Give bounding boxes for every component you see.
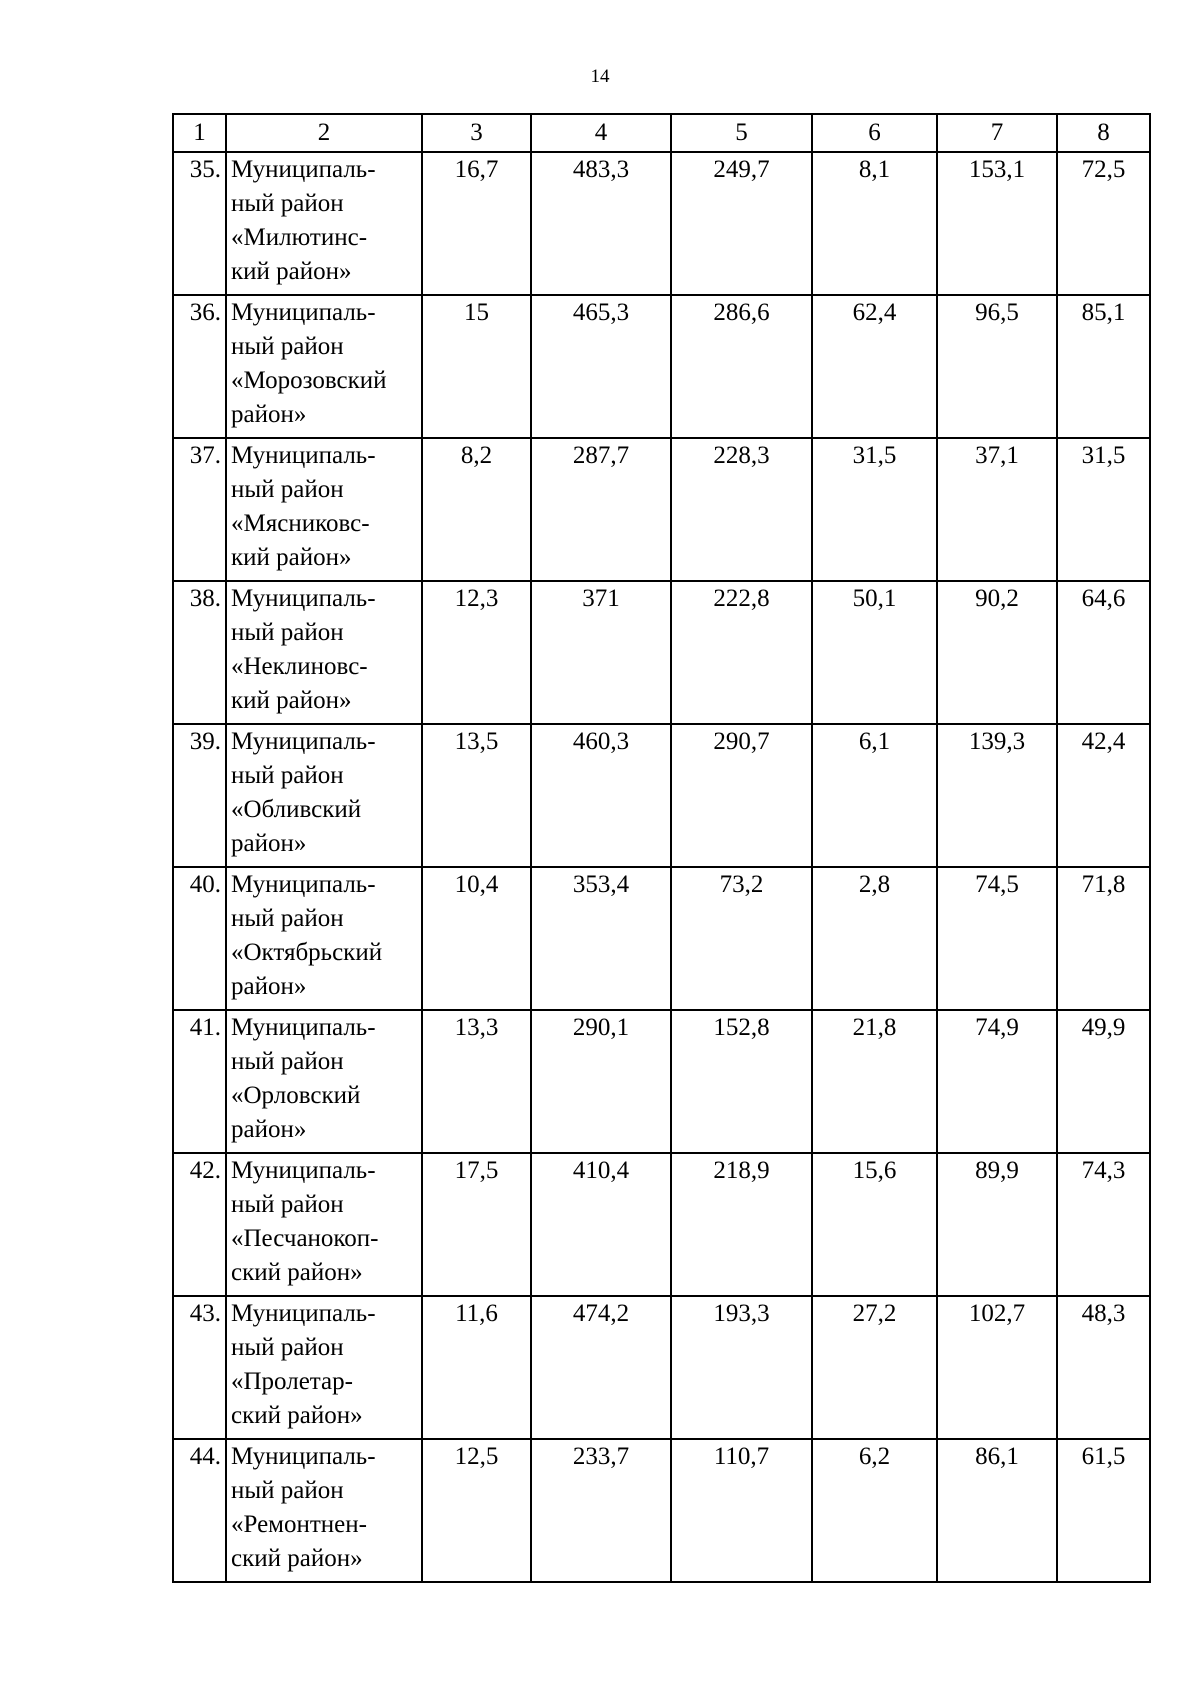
column-header: 2 — [226, 114, 422, 152]
value-cell-col-5: 193,3 — [671, 1296, 812, 1439]
value-cell-col-5: 73,2 — [671, 867, 812, 1010]
district-name: Муниципаль- ный район «Ремонтнен- ский район» — [226, 1439, 422, 1582]
row-number: 43. — [173, 1296, 226, 1439]
row-number: 35. — [173, 152, 226, 295]
value-cell-col-8: 48,3 — [1057, 1296, 1150, 1439]
value-cell-col-5: 286,6 — [671, 295, 812, 438]
data-table — [172, 113, 1151, 1583]
value-cell-col-7: 86,1 — [937, 1439, 1057, 1582]
row-number: 41. — [173, 1010, 226, 1153]
value-cell-col-6: 2,8 — [812, 867, 937, 1010]
value-cell-col-5: 228,3 — [671, 438, 812, 581]
value-cell-col-7: 37,1 — [937, 438, 1057, 581]
value-cell-col-3: 13,5 — [422, 724, 531, 867]
value-cell-col-7: 153,1 — [937, 152, 1057, 295]
table-row — [173, 438, 1150, 581]
value-cell-col-7: 74,9 — [937, 1010, 1057, 1153]
value-cell-col-4: 474,2 — [531, 1296, 671, 1439]
value-cell-col-6: 21,8 — [812, 1010, 937, 1153]
column-header: 8 — [1057, 114, 1150, 152]
value-cell-col-5: 152,8 — [671, 1010, 812, 1153]
value-cell-col-5: 222,8 — [671, 581, 812, 724]
header-row — [173, 114, 1150, 152]
value-cell-col-4: 353,4 — [531, 867, 671, 1010]
table-row — [173, 867, 1150, 1010]
table-row — [173, 1439, 1150, 1582]
value-cell-col-6: 50,1 — [812, 581, 937, 724]
district-name: Муниципаль- ный район «Морозовский район» — [226, 295, 422, 438]
column-header: 4 — [531, 114, 671, 152]
value-cell-col-8: 31,5 — [1057, 438, 1150, 581]
value-cell-col-6: 15,6 — [812, 1153, 937, 1296]
value-cell-col-3: 17,5 — [422, 1153, 531, 1296]
row-number: 42. — [173, 1153, 226, 1296]
district-name: Муниципаль- ный район «Песчанокоп- ский район» — [226, 1153, 422, 1296]
value-cell-col-8: 64,6 — [1057, 581, 1150, 724]
value-cell-col-5: 249,7 — [671, 152, 812, 295]
value-cell-col-6: 6,1 — [812, 724, 937, 867]
value-cell-col-6: 62,4 — [812, 295, 937, 438]
value-cell-col-7: 139,3 — [937, 724, 1057, 867]
column-header: 1 — [173, 114, 226, 152]
row-number: 39. — [173, 724, 226, 867]
column-header: 5 — [671, 114, 812, 152]
value-cell-col-6: 27,2 — [812, 1296, 937, 1439]
table-row — [173, 1153, 1150, 1296]
value-cell-col-4: 371 — [531, 581, 671, 724]
table-header — [173, 114, 1150, 152]
page-number: 14 — [590, 66, 610, 87]
value-cell-col-5: 290,7 — [671, 724, 812, 867]
district-name: Муниципаль- ный район «Милютинс- кий район» — [226, 152, 422, 295]
table-row — [173, 581, 1150, 724]
district-name: Муниципаль- ный район «Пролетар- ский район» — [226, 1296, 422, 1439]
value-cell-col-3: 12,3 — [422, 581, 531, 724]
value-cell-col-3: 16,7 — [422, 152, 531, 295]
table-body — [173, 152, 1150, 1582]
value-cell-col-4: 290,1 — [531, 1010, 671, 1153]
value-cell-col-8: 72,5 — [1057, 152, 1150, 295]
value-cell-col-6: 8,1 — [812, 152, 937, 295]
value-cell-col-8: 61,5 — [1057, 1439, 1150, 1582]
value-cell-col-3: 12,5 — [422, 1439, 531, 1582]
table-row — [173, 1296, 1150, 1439]
value-cell-col-8: 71,8 — [1057, 867, 1150, 1010]
value-cell-col-8: 49,9 — [1057, 1010, 1150, 1153]
row-number: 38. — [173, 581, 226, 724]
value-cell-col-3: 8,2 — [422, 438, 531, 581]
value-cell-col-3: 13,3 — [422, 1010, 531, 1153]
value-cell-col-4: 410,4 — [531, 1153, 671, 1296]
row-number: 44. — [173, 1439, 226, 1582]
value-cell-col-3: 10,4 — [422, 867, 531, 1010]
table-row — [173, 152, 1150, 295]
district-name: Муниципаль- ный район «Мясниковс- кий район» — [226, 438, 422, 581]
value-cell-col-7: 89,9 — [937, 1153, 1057, 1296]
value-cell-col-3: 15 — [422, 295, 531, 438]
value-cell-col-4: 233,7 — [531, 1439, 671, 1582]
value-cell-col-7: 74,5 — [937, 867, 1057, 1010]
value-cell-col-4: 465,3 — [531, 295, 671, 438]
value-cell-col-6: 31,5 — [812, 438, 937, 581]
value-cell-col-7: 96,5 — [937, 295, 1057, 438]
table-row — [173, 1010, 1150, 1153]
value-cell-col-7: 90,2 — [937, 581, 1057, 724]
column-header: 6 — [812, 114, 937, 152]
row-number: 40. — [173, 867, 226, 1010]
value-cell-col-8: 42,4 — [1057, 724, 1150, 867]
table-row — [173, 295, 1150, 438]
row-number: 37. — [173, 438, 226, 581]
table-row — [173, 724, 1150, 867]
value-cell-col-6: 6,2 — [812, 1439, 937, 1582]
value-cell-col-5: 110,7 — [671, 1439, 812, 1582]
value-cell-col-4: 483,3 — [531, 152, 671, 295]
value-cell-col-8: 74,3 — [1057, 1153, 1150, 1296]
value-cell-col-8: 85,1 — [1057, 295, 1150, 438]
district-name: Муниципаль- ный район «Орловский район» — [226, 1010, 422, 1153]
value-cell-col-4: 460,3 — [531, 724, 671, 867]
district-name: Муниципаль- ный район «Неклиновс- кий район» — [226, 581, 422, 724]
column-header: 7 — [937, 114, 1057, 152]
value-cell-col-7: 102,7 — [937, 1296, 1057, 1439]
value-cell-col-5: 218,9 — [671, 1153, 812, 1296]
district-name: Муниципаль- ный район «Обливский район» — [226, 724, 422, 867]
row-number: 36. — [173, 295, 226, 438]
value-cell-col-4: 287,7 — [531, 438, 671, 581]
value-cell-col-3: 11,6 — [422, 1296, 531, 1439]
column-header: 3 — [422, 114, 531, 152]
district-name: Муниципаль- ный район «Октябрьский район» — [226, 867, 422, 1010]
